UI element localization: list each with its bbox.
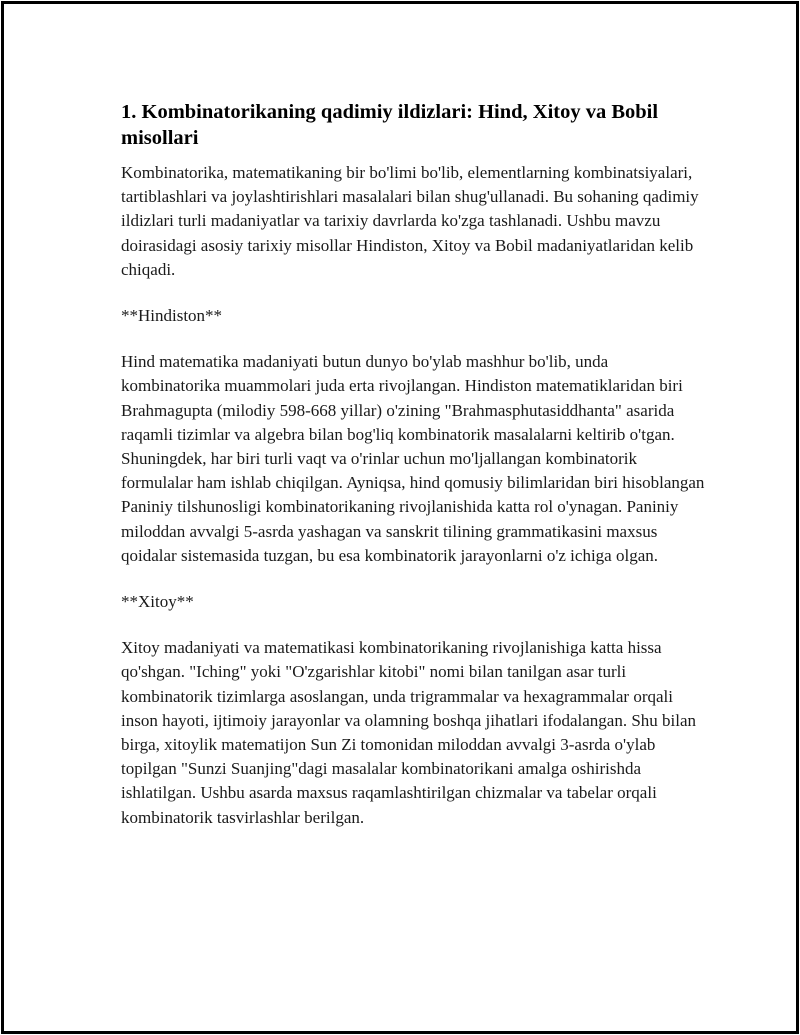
page-frame — [1, 1, 799, 1034]
section-body-hindiston: Hind matematika madaniyati butun dunyo bo'ylab mashhur bo'lib, unda kombinatorika muammolari juda erta rivojlangan. Hindiston matematiklaridan biri Brahmagupta (milodiy 598-668 yillar) o'zining "Brahmasphutasiddhanta" asarida raqamli tizimlar va algebra bilan bog'liq kombinatorik masalalarni keltirib o'tgan. Shuningdek, har biri turli vaqt va o'rinlar uchun mo'ljallangan kombinatorik formulalar ham ishlab chiqilgan. Ayniqsa, hind qomusiy bilimlaridan biri hisoblangan Paniniy tilshunosligi kombinatorikaning rivojlanishida katta rol o'ynagan. Paniniy miloddan avvalgi 5-asrda yashagan va sanskrit tilining grammatikasini maxsus qoidalar sistemasida tuzgan, bu esa kombinatorik jarayonlarni o'z ichiga olgan. — [121, 352, 705, 565]
section-heading-xitoy: **Xitoy** — [121, 592, 194, 612]
section-heading-hindiston: **Hindiston** — [121, 306, 223, 326]
document-content — [121, 99, 707, 852]
document-title: 1. Kombinatorikaning qadimiy ildizlari: Hind, Xitoy va Bobil misollari — [121, 101, 659, 149]
intro-paragraph: Kombinatorika, matematikaning bir bo'limi bo'lib, elementlarning kombinatsiyalari, tartiblashlari va joylashtirishlari masalalari bilan shug'ullanadi. Bu sohaning qadimiy ildizlari turli madaniyatlar va tarixiy davrlarda ko'zga tashlanadi. Ushbu mavzu doirasidagi asosiy tarixiy misollar Hindiston, Xitoy va Bobil madaniyatlaridan kelib chiqadi. — [121, 163, 699, 279]
section-body-xitoy: Xitoy madaniyati va matematikasi kombinatorikaning rivojlanishiga katta hissa qo'shgan. "Iching" yoki "O'zgarishlar kitobi" nomi bilan tanilgan asar turli kombinatorik tizimlarga asoslangan, unda trigrammalar va hexagrammalar orqali inson hayoti, ijtimoiy jarayonlar va olamning boshqa jihatlari ifodalangan. Shu bilan birga, xitoylik matematijon Sun Zi tomonidan miloddan avvalgi 3-asrda o'ylab topilgan "Sunzi Suanjing"dagi masalalar kombinatorikani amalga oshirishda ishlatilgan. Ushbu asarda maxsus raqamlashtirilgan chizmalar va tabelar orqali kombinatorik tasvirlashlar berilgan. — [121, 638, 697, 827]
